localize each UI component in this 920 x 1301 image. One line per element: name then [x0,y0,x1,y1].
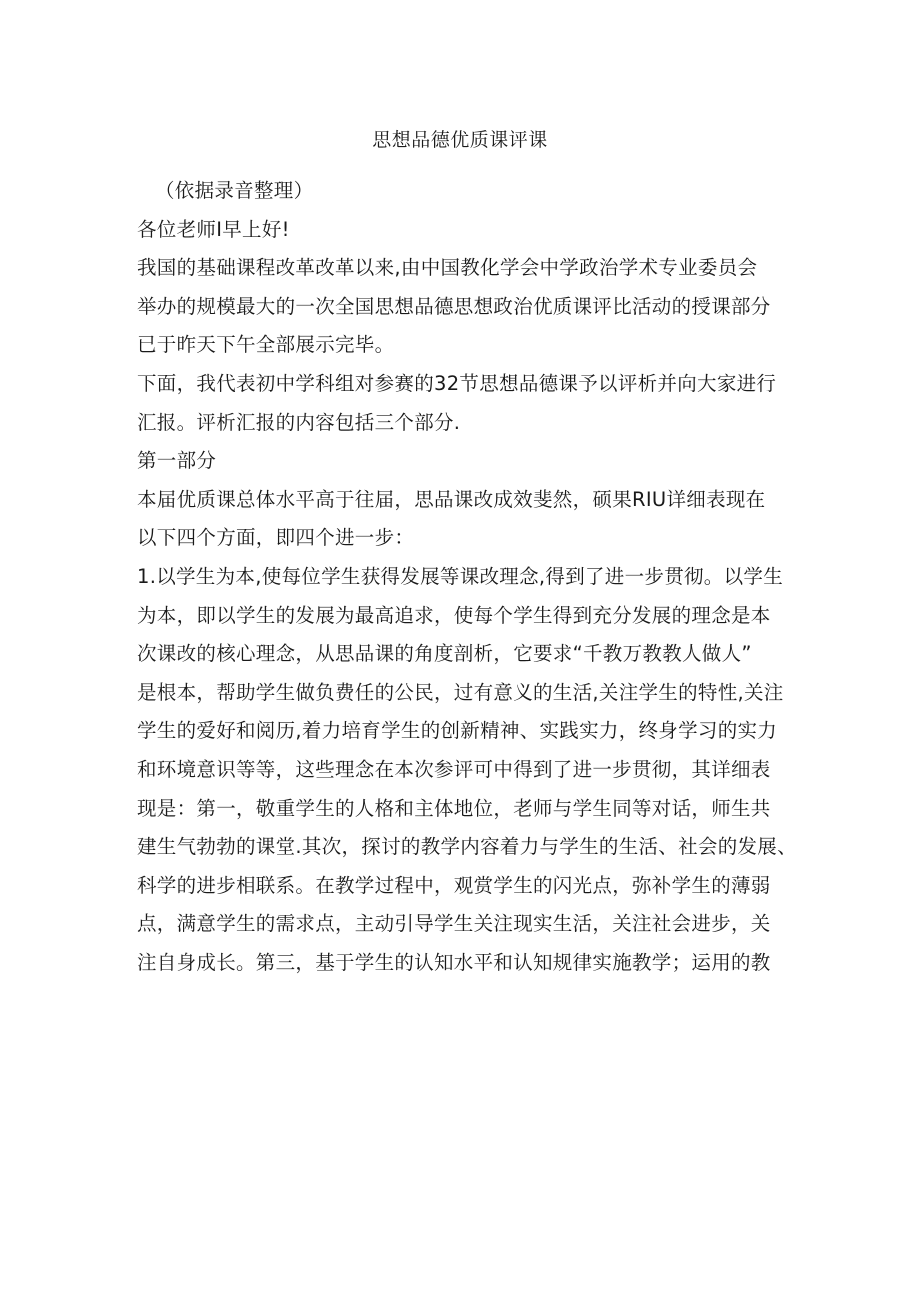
body-line: 和环境意识等等，这些理念在本次参评可中得到了进一步贯彻，其详细表 [137,757,771,781]
greeting-line: 各位老师I早上好! [137,217,290,241]
body-line: 已于昨天下午全部展示完毕。 [137,333,395,357]
body-line: 学生的爱好和阅历,着力培育学生的创新精神、实践实力，终身学习的实力 [137,719,778,743]
body-line: 汇报。评析汇报的内容包括三个部分. [137,410,461,434]
body-line: 现是：第一，敬重学生的人格和主体地位，老师与学生同等对话，师生共 [137,796,771,820]
body-line: 次课改的核心理念，从思品课的角度剖析，它要求“千教万教教人做人” [137,642,752,666]
document-body [137,172,797,982]
body-line: 本届优质课总体水平高于往届，思品课改成效斐然，硕果RIU详细表现在 [137,487,766,511]
body-line: 举办的规模最大的一次全国思想品德思想政治优质课评比活动的授课部分 [137,294,771,318]
body-line: 点，满意学生的需求点，主动引导学生关注现实生活，关注社会进步，关 [137,912,771,936]
source-note: （依据录音整理） [155,179,314,202]
body-line: 我国的基础课程改革改革以来,由中国教化学会中学政治学术专业委员会 [137,256,758,280]
section-heading: 第一部分 [137,449,217,473]
document-title: 思想品德优质课评课 [372,129,548,151]
body-line: 为本，即以学生的发展为最高追求，使每个学生得到充分发展的理念是本 [137,603,771,627]
body-line: 下面，我代表初中学科组对参赛的32节思想品德课予以评析并向大家进行 [137,371,777,395]
body-line: 注自身成长。第三，基于学生的认知水平和认知规律实施教学；运用的教 [137,950,771,974]
body-line: 科学的进步相联系。在教学过程中，观赏学生的闪光点，弥补学生的薄弱 [137,873,771,897]
body-line: 是根本，帮助学生做负费任的公民，过有意义的生活,关注学生的特性,关注 [137,680,784,704]
body-line: 以下四个方面，即四个进一步： [137,526,415,550]
body-line: 建生气勃勃的课堂.其次，探讨的教学内容着力与学生的生活、社会的发展、 [137,835,797,859]
body-line: 1.以学生为本,使每位学生获得发展等课改理念,得到了进一步贯彻。以学生 [137,564,784,588]
